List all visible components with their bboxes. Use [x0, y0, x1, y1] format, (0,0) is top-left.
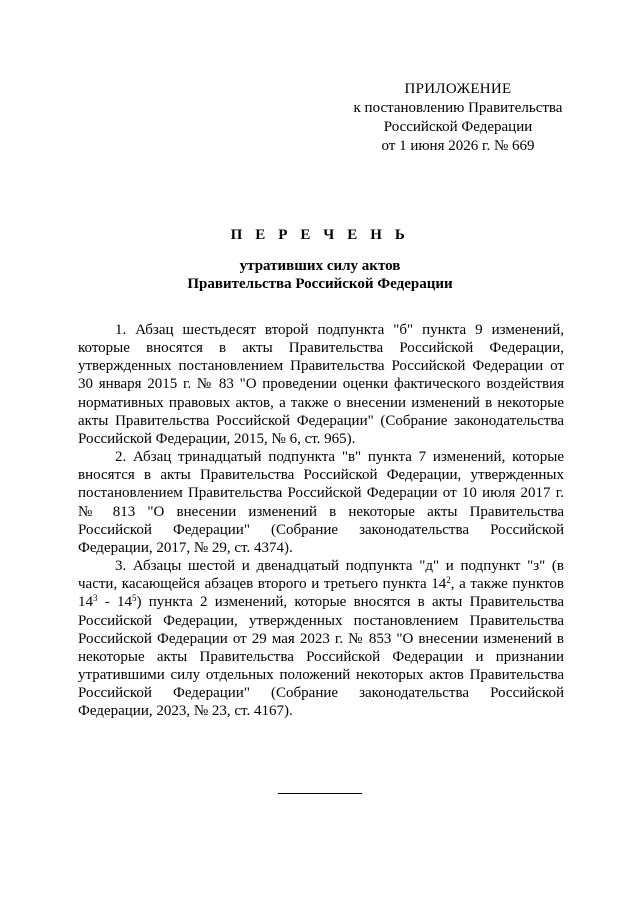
- list-item-1: 1. Абзац шестьдесят второй подпункта "б" пункта 9 изменений, которые вносятся в акты Правительства Российской Федерации, утвержденных постановлением Правительства Российской Федерации от 30 января 2015 г. № 83 "О проведении оценки фактического воздействия нормативных правовых актов, а также о внесении изменений в некоторые акты Правительства Российской Федерации" (Собрание законодательства Российской Федерации, 2015, № 6, ст. 965).: [78, 322, 564, 447]
- item-3-part-2: , а также пунктов 14: [78, 576, 564, 611]
- document-title: П Е Р Е Ч Е Н Ь: [230, 227, 410, 243]
- appendix-line-1: к постановлению Правительства: [353, 100, 563, 116]
- title-block: [60, 226, 580, 293]
- appendix-heading: ПРИЛОЖЕНИЕ: [404, 81, 512, 97]
- item-3-part-4: ) пункта 2 изменений, которые вносятся в акты Правительства Российской Федерации, утвержденных постановлением Правительства Российской Федерации от 29 мая 2023 г. № 853 "О внесении изменений в некоторые акты Правительства Российской Федерации и признании утратившими силу отдельных положений некоторых актов Правительства Российской Федерации" (Собрание законодательства Российской Федерации, 2023, № 23, ст. 4167).: [78, 594, 564, 720]
- subtitle-line-1: утративших силу актов: [239, 258, 401, 274]
- list-item-3: [78, 557, 564, 720]
- document-subtitle: [60, 257, 580, 293]
- subtitle-line-2: Правительства Российской Федерации: [187, 276, 453, 292]
- list-item-2: 2. Абзац тринадцатый подпункта "в" пункта 7 изменений, которые вносятся в акты Правительства Российской Федерации, утвержденных постановлением Правительства Российской Федерации от 10 июля 2017 г. № 813 "О внесении изменений в некоторые акты Правительства Российской Федерации" (Собрание законодательства Российской Федерации, 2017, № 29, ст. 4374).: [78, 449, 564, 556]
- appendix-line-2: Российской Федерации: [383, 119, 533, 135]
- document-body: [78, 321, 564, 720]
- item-3-part-3: - 14: [97, 594, 132, 611]
- appendix-block: [340, 80, 576, 156]
- item-3-sup-3: 5: [131, 593, 137, 604]
- closing-rule: [278, 793, 362, 794]
- item-3-sup-1: 2: [446, 575, 451, 586]
- appendix-line-3: от 1 июня 2026 г. № 669: [381, 138, 535, 154]
- item-3-sup-2: 3: [93, 593, 98, 604]
- item-3-part-1: 3. Абзацы шестой и двенадцатый подпункта "д" и подпункт "з" (в части, касающейся абзацев второго и третьего пункта 14: [78, 558, 564, 593]
